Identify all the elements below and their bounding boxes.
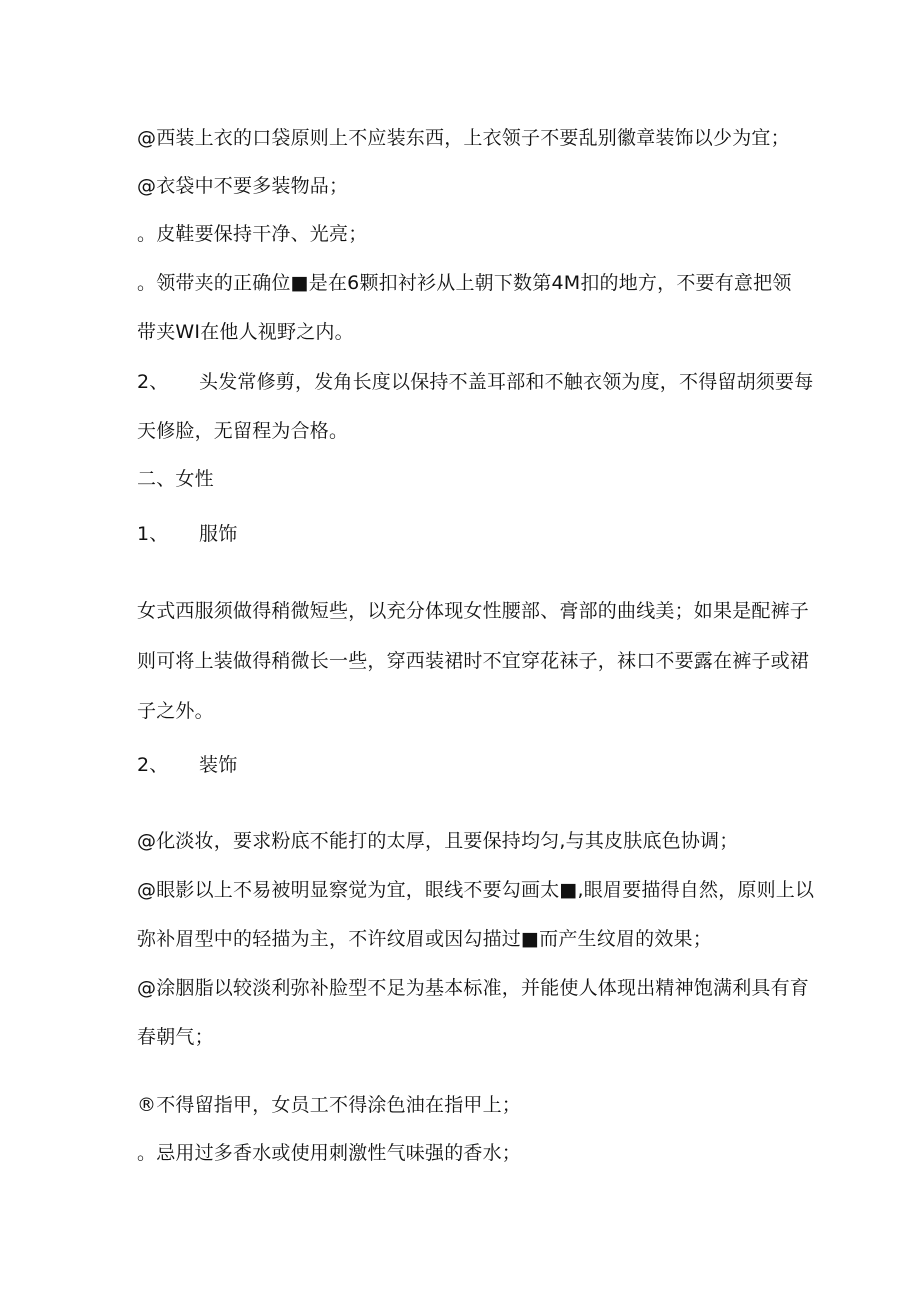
- text-line: 带夹WI在他人视野之内。: [137, 321, 354, 343]
- item-number: 2、: [137, 754, 169, 776]
- text-line: 女式西服须做得稍微短些，以充分体现女性腰部、膏部的曲线美；如果是配裤子: [137, 600, 810, 622]
- text-line: 子之外。: [137, 700, 214, 722]
- text-line: 天修脸，无留程为合格。: [137, 420, 349, 442]
- text-line: @西装上衣的口袋原则上不应装东西，上衣领子不要乱别徽章装饰以少为宜；: [137, 127, 790, 149]
- text-line: ®不得留指甲，女员工不得涂色油在指甲上；: [137, 1094, 522, 1116]
- text-line: 。忌用过多香水或使用刺激性气味强的香水；: [137, 1142, 522, 1164]
- text-line: 。领带夹的正确位■是在6颗扣衬衫从上朝下数第4M扣的地方，不要有意把领: [137, 272, 792, 294]
- text-line: 春朝气；: [137, 1026, 214, 1048]
- item-number: 1、: [137, 523, 169, 545]
- text-line: @眼影以上不易被明显察觉为宜，眼线不要勾画太■,眼眉要描得自然，原则上以: [137, 879, 815, 901]
- subheading-clothing: [137, 522, 237, 546]
- numbered-paragraph: [137, 370, 813, 394]
- text-line: 则可将上装做得稍微长一些，穿西装裙时不宜穿花袜子，袜口不要露在裤子或裙: [137, 650, 810, 672]
- text-line: @化淡妆，要求粉底不能打的太厚，且要保持均匀,与其皮肤底色协调；: [137, 830, 739, 852]
- text-line: @涂胭脂以较淡利弥补脸型不足为基本标准，并能使人体现出精神饱满利具有育: [137, 977, 810, 999]
- text-line: 。皮鞋要保持干净、光亮；: [137, 223, 368, 245]
- text-line: 头发常修剪，发角长度以保持不盖耳部和不触衣领为度，不得留胡须要每: [199, 371, 814, 393]
- text-line: @衣袋中不要多装物品；: [137, 175, 349, 197]
- text-line: 弥补眉型中的轻描为主，不许纹眉或因勾描过■而产生纹眉的效果；: [137, 928, 712, 950]
- text-line: 服饰: [199, 523, 238, 545]
- item-number: 2、: [137, 371, 169, 393]
- text-line: 装饰: [199, 754, 238, 776]
- subheading-decoration: [137, 753, 237, 777]
- section-heading: 二、女性: [137, 468, 214, 490]
